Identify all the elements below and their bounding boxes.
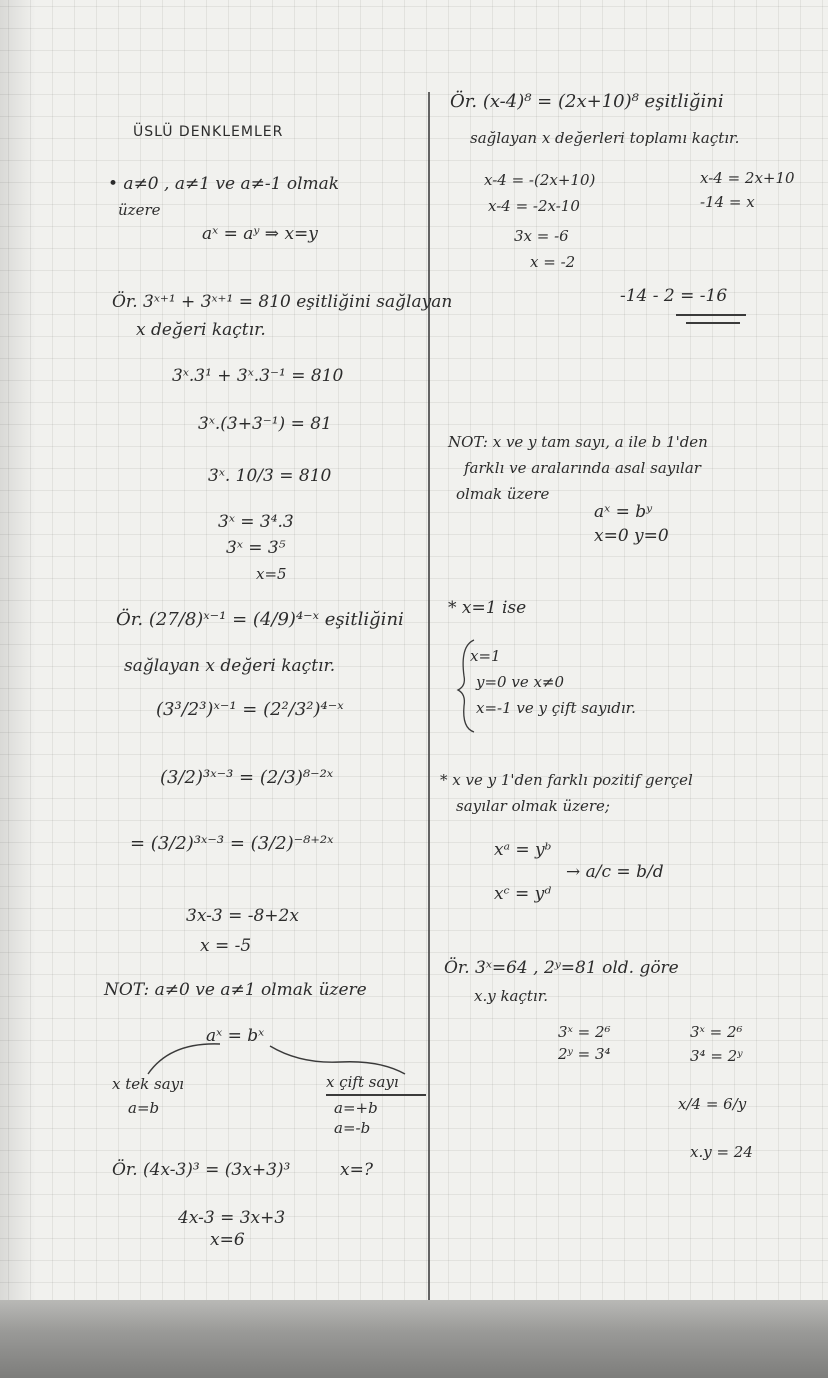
page-title: ÜSLÜ DENKLEMLER [133,124,284,140]
note-case: a=b [128,1099,160,1117]
underline [686,322,740,324]
note-case: a=-b [334,1119,371,1137]
desk-surface [0,1300,828,1378]
star-note: * x=1 ise [448,598,527,618]
note-case: x çift sayı [326,1073,399,1091]
rule-line: üzere [118,201,161,219]
rule-formula: aˣ = aʸ ⇒ x=y [202,224,318,244]
solution-result: x=5 [256,565,287,583]
solution-step: x/4 = 6/y [678,1095,747,1113]
note-case: a=+b [334,1099,378,1117]
note-formula: aˣ = bˣ [206,1026,265,1046]
example-question: x değeri kaçtır. [136,320,266,340]
star-formula: xᵃ = yᵇ [494,840,552,860]
rule-line: • a≠0 , a≠1 ve a≠-1 olmak [108,174,340,194]
solution-step: (3³/2³)ˣ⁻¹ = (2²/3²)⁴⁻ˣ [156,699,344,720]
note-line: farklı ve aralarında asal sayılar [464,459,701,477]
page-shadow [0,0,36,1320]
solution-step: 3ˣ = 2⁶ [558,1023,611,1041]
solution-step: 3ˣ. 10/3 = 810 [208,466,332,486]
solution-result: x = -2 [530,253,576,271]
solution-step: 4x-3 = 3x+3 [178,1208,286,1228]
star-case: x=-1 ve y çift sayıdır. [476,699,636,717]
example-question: x.y kaçtır. [474,987,549,1005]
note-formula: aˣ = bʸ [594,502,653,522]
solution-step: 3x-3 = -8+2x [186,906,299,926]
star-case: x=1 [470,647,501,665]
solution-result: -14 = x [700,193,755,211]
solution-step: x-4 = 2x+10 [700,169,795,187]
example-question: Ör. 3ˣ=64 , 2ʸ=81 old. göre [444,958,679,978]
solution-step: 3ˣ = 2⁶ [690,1023,743,1041]
star-formula: xᶜ = yᵈ [494,884,552,904]
brace [456,636,480,736]
star-note: * x ve y 1'den farklı pozitif gerçel [440,771,693,789]
solution-step: (3/2)³ˣ⁻³ = (2/3)⁸⁻²ˣ [160,767,334,788]
solution-result: x=6 [210,1230,245,1250]
solution-step: x-4 = -2x-10 [488,197,580,215]
underline [326,1094,426,1096]
underline [676,314,746,316]
note-line: NOT: x ve y tam sayı, a ile b 1'den [448,433,708,451]
note-line: olmak üzere [456,485,550,503]
solution-step: 3ˣ = 3⁵ [226,538,286,558]
note-line: NOT: a≠0 ve a≠1 olmak üzere [104,980,367,1000]
example-question: Ör. (x-4)⁸ = (2x+10)⁸ eşitliğini [450,91,724,112]
example-question: Ör. (27/8)ˣ⁻¹ = (4/9)⁴⁻ˣ eşitliğini [116,609,404,630]
note-formula: x=0 y=0 [594,526,669,546]
example-question: Ör. (4x-3)³ = (3x+3)³ [112,1160,291,1180]
solution-step: 3ˣ.(3+3⁻¹) = 81 [198,414,332,434]
solution-result: x = -5 [200,936,252,956]
solution-result: x.y = 24 [690,1143,753,1161]
solution-step: 3ˣ = 3⁴.3 [218,512,294,532]
solution-step: 2ʸ = 3⁴ [558,1045,611,1063]
solution-step: = (3/2)³ˣ⁻³ = (3/2)⁻⁸⁺²ˣ [130,833,334,854]
example-question: sağlayan x değerleri toplamı kaçtır. [470,129,740,147]
example-ask: x=? [340,1160,373,1180]
solution-step: x-4 = -(2x+10) [484,171,596,189]
column-divider [428,92,430,1307]
star-note: sayılar olmak üzere; [456,797,610,815]
final-answer: -14 - 2 = -16 [620,286,728,306]
star-formula: → a/c = b/d [566,862,664,882]
solution-step: 3ˣ.3¹ + 3ˣ.3⁻¹ = 810 [172,366,344,386]
solution-step: 3x = -6 [514,227,569,245]
example-question: Ör. 3ˣ⁺¹ + 3ˣ⁺¹ = 810 eşitliğini sağlayan [112,292,453,312]
star-case: y=0 ve x≠0 [476,673,565,691]
example-question: sağlayan x değeri kaçtır. [124,656,336,676]
solution-step: 3⁴ = 2ʸ [690,1047,743,1065]
note-case: x tek sayı [112,1075,184,1093]
